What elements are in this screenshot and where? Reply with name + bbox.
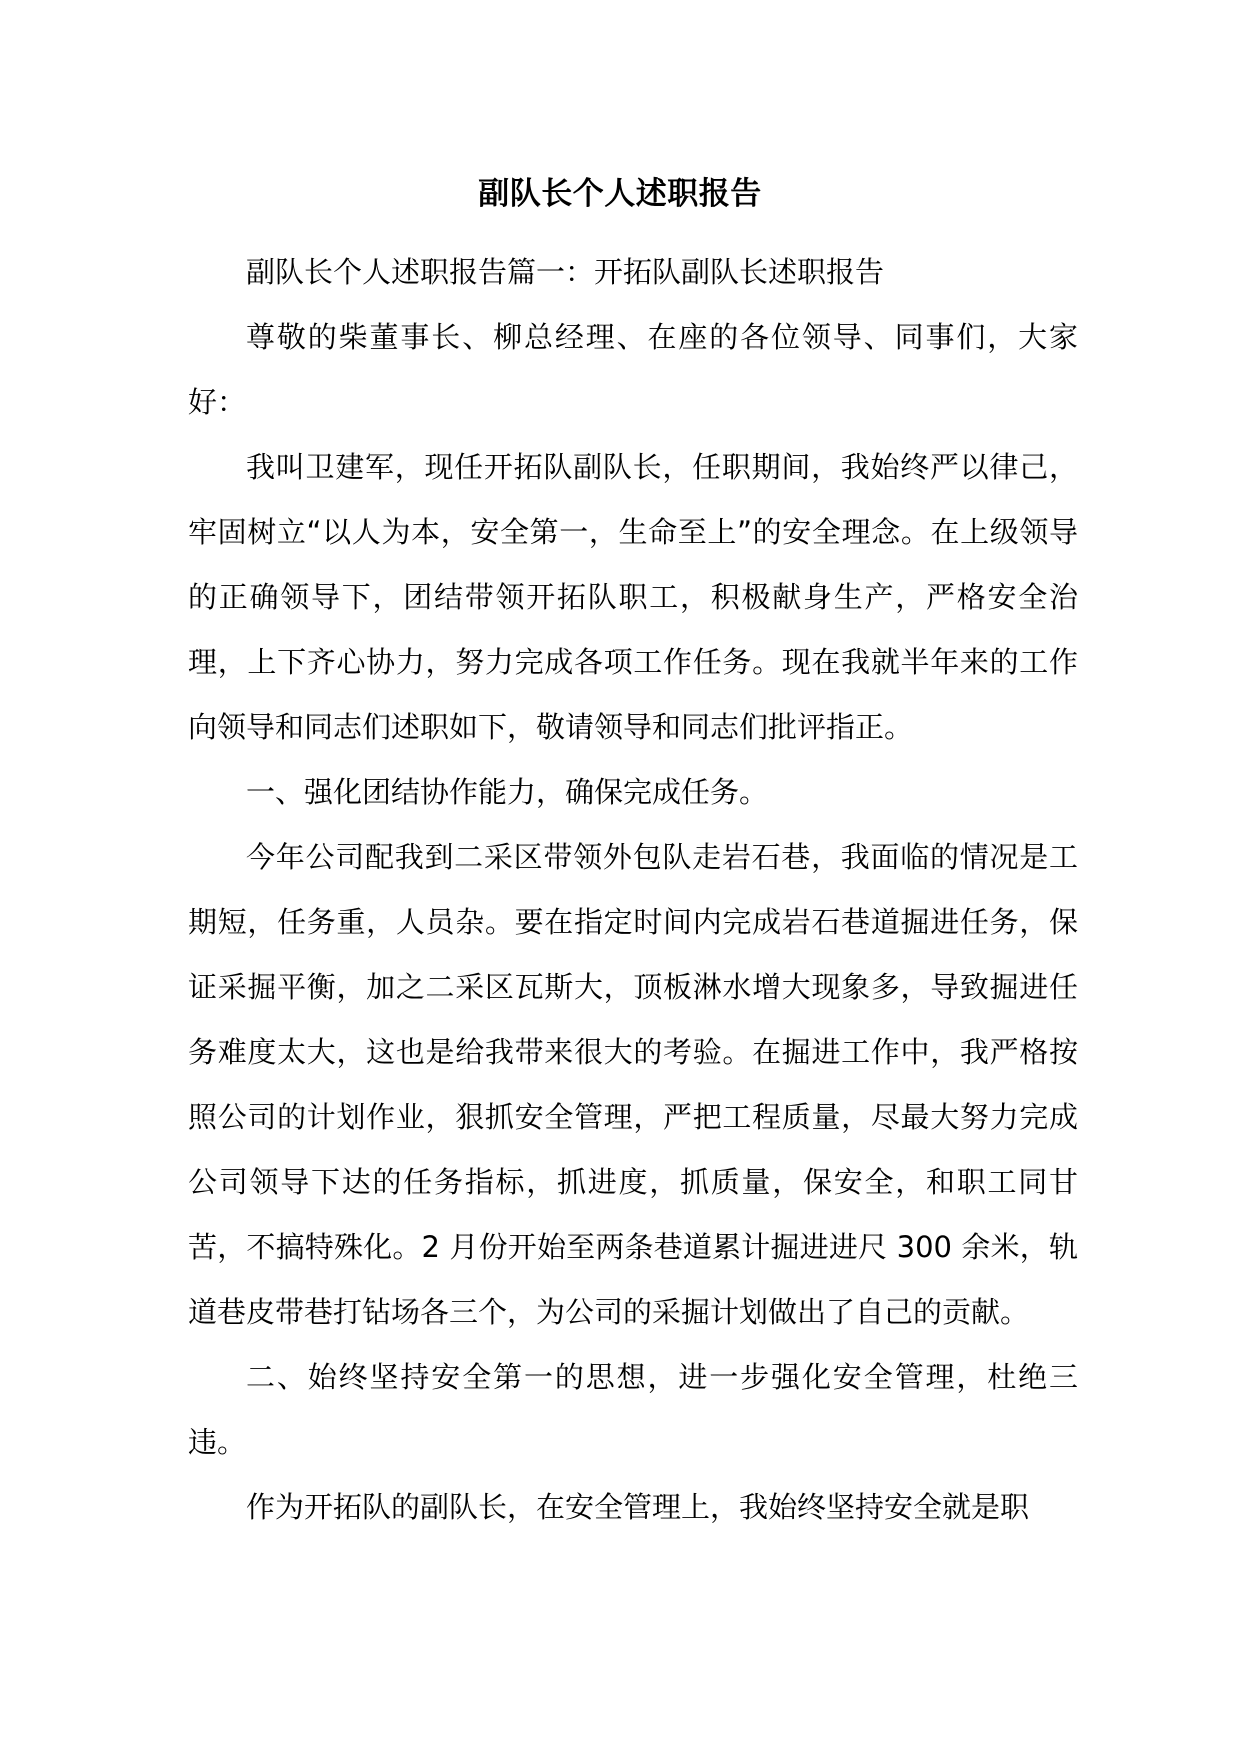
- paragraph-introduction: 我叫卫建军，现任开拓队副队长，任职期间，我始终严以律己，牢固树立“以人为本，安全第一，生命至上”的安全理念。在上级领导的正确领导下，团结带领开拓队职工，积极献身生产，严格安全治理，上下齐心协力，努力完成各项工作任务。现在我就半年来的工作向领导和同志们述职如下，敬请领导和同志们批评指正。: [188, 450, 1078, 744]
- document-title: 副队长个人述职报告: [478, 176, 762, 212]
- section-heading-2: 二、始终坚持安全第一的思想，进一步强化安全管理，杜绝三违。: [188, 1360, 1078, 1459]
- paragraph-section-1: 今年公司配我到二采区带领外包队走岩石巷，我面临的情况是工期短，任务重，人员杂。要在指定时间内完成岩石巷道掘进任务，保证采掘平衡，加之二采区瓦斯大，顶板淋水增大现象多，导致掘进任务难度太大，这也是给我带来很大的考验。在掘进工作中，我严格按照公司的计划作业，狠抓安全管理，严把工程质量，尽最大努力完成公司领导下达的任务指标，抓进度，抓质量，保安全，和职工同甘苦，不搞特殊化。2 月份开始至两条巷道累计掘进进尺 300 余米，轨道巷皮带巷打钻场各三个，为公司的采掘计划做出了自己的贡献。: [188, 840, 1078, 1329]
- document-body: [188, 240, 1078, 1540]
- paragraph-greeting: 尊敬的柴董事长、柳总经理、在座的各位领导、同事们，大家好：: [188, 320, 1078, 419]
- paragraph-subtitle: 副队长个人述职报告篇一：开拓队副队长述职报告: [246, 255, 885, 289]
- paragraph-section-2: 作为开拓队的副队长，在安全管理上，我始终坚持安全就是职: [246, 1490, 1030, 1524]
- section-heading-1: 一、强化团结协作能力，确保完成任务。: [246, 775, 769, 809]
